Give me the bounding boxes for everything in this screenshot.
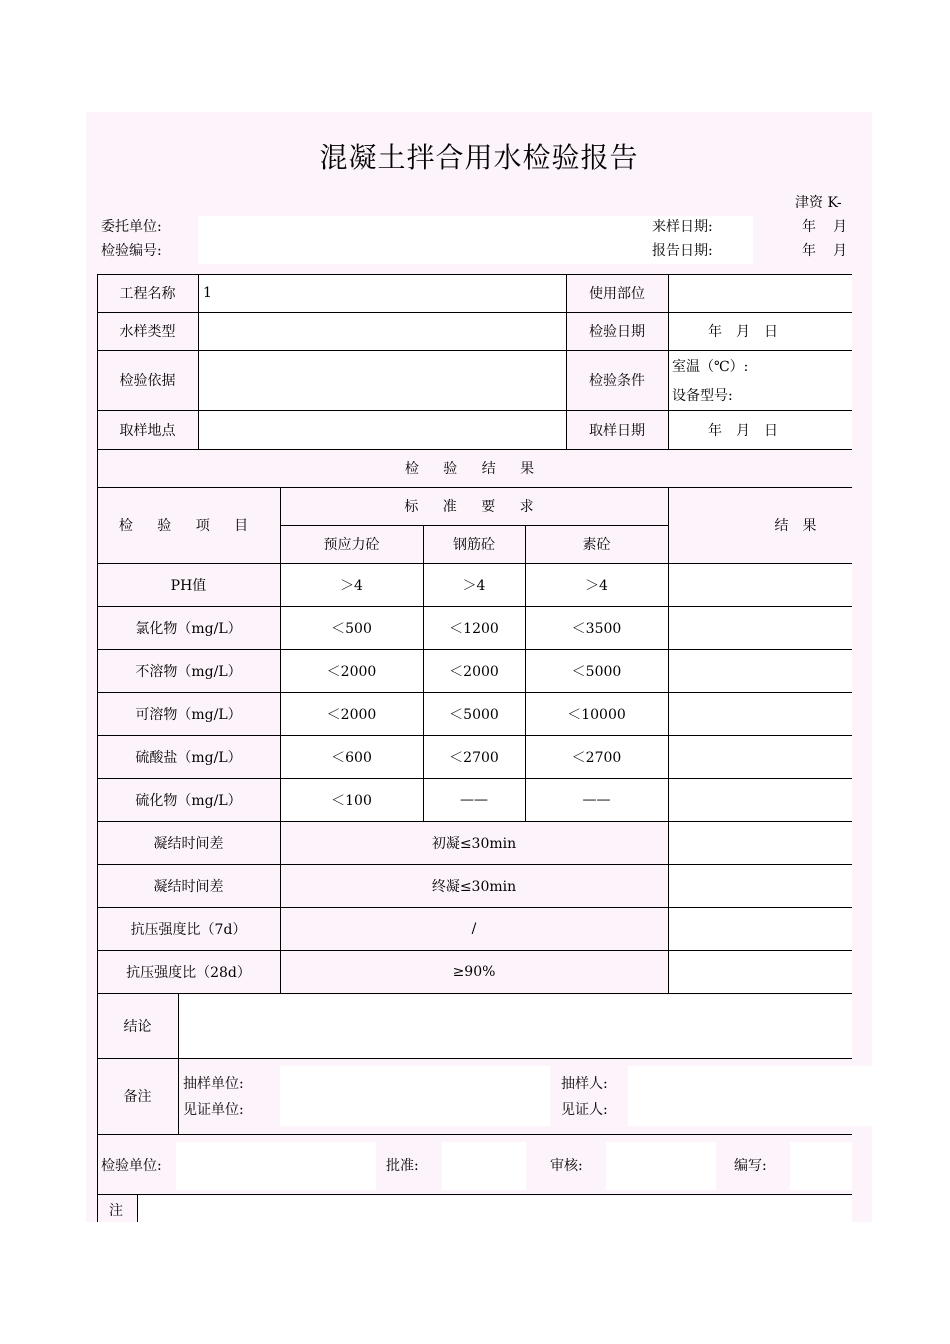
row-std-plain: ＜10000 <box>567 706 626 723</box>
row-item: PH值 <box>170 577 207 594</box>
project-value[interactable]: 1 <box>203 285 212 301</box>
sign-review-area <box>606 1142 716 1190</box>
sampling-unit-label: 抽样单位: <box>183 1076 244 1092</box>
row-std-reinforced: ＜5000 <box>449 706 499 723</box>
merged-row-standard: ≥90% <box>452 963 496 980</box>
basis-label: 检验依据 <box>119 373 176 389</box>
merged-row-standard: 终凝≤30min <box>431 878 517 895</box>
rule <box>97 1194 852 1195</box>
project-label: 工程名称 <box>119 286 176 302</box>
col-prestressed: 预应力砼 <box>323 537 380 553</box>
approve-label: 批准: <box>386 1158 419 1174</box>
remark-person-area <box>628 1066 872 1126</box>
report-year: 年 <box>802 243 816 259</box>
result-header: 结 果 <box>774 518 817 534</box>
page-title: 混凝土拌合用水检验报告 <box>319 141 639 174</box>
witness-label: 见证人: <box>561 1102 608 1118</box>
row-item: 不溶物（mg/L） <box>135 663 242 680</box>
test-unit-label: 检验单位: <box>101 1158 162 1174</box>
col-plain: 素砼 <box>582 537 611 553</box>
standard-header: 标 准 要 求 <box>404 499 544 515</box>
row-item: 氯化物（mg/L） <box>135 620 242 637</box>
row-std-prestressed: ＜100 <box>331 792 372 809</box>
sign-unit-area <box>176 1142 376 1190</box>
review-label: 审核: <box>550 1158 583 1174</box>
col-rule <box>198 274 199 449</box>
sample-year: 年 <box>802 219 816 235</box>
test-date-label: 检验日期 <box>589 324 645 340</box>
row-std-prestressed: ＜500 <box>331 620 372 637</box>
merged-row-item: 凝结时间差 <box>153 835 224 852</box>
condition-label: 检验条件 <box>589 373 645 389</box>
item-header: 检 验 项 目 <box>118 518 259 534</box>
col-rule <box>137 1194 138 1222</box>
sampling-place-label: 取样地点 <box>119 422 176 439</box>
row-std-plain: ＜5000 <box>571 663 622 680</box>
witness-unit-label: 见证单位: <box>183 1102 244 1118</box>
remark-label: 备注 <box>123 1089 152 1105</box>
rule <box>97 350 852 351</box>
merged-row-standard: / <box>471 920 477 937</box>
merged-row-standard: 初凝≤30min <box>431 835 517 852</box>
use-part-label: 使用部位 <box>589 286 645 302</box>
row-std-plain: ＜3500 <box>571 620 622 637</box>
sign-write-area <box>790 1142 852 1190</box>
row-std-prestressed: ＜600 <box>331 749 372 766</box>
row-item: 硫酸盐（mg/L） <box>135 749 242 766</box>
row-std-prestressed: ＜2000 <box>326 663 377 680</box>
rule <box>97 1134 852 1135</box>
remark-unit-area <box>280 1066 550 1126</box>
sampling-date-value[interactable]: 年 月 日 <box>708 422 778 439</box>
room-temp-label: 室温（℃）: <box>672 359 749 375</box>
row-std-plain: ＜2700 <box>571 749 622 766</box>
sample-date-label: 来样日期: <box>652 219 713 235</box>
row-std-reinforced: ＜2000 <box>449 663 499 680</box>
rule <box>97 993 852 994</box>
report-month: 月 <box>833 243 847 259</box>
row-std-plain: ＞4 <box>585 577 608 594</box>
row-item: 硫化物（mg/L） <box>135 792 242 809</box>
conclusion-label: 结论 <box>123 1018 152 1035</box>
merged-row-item: 抗压强度比（28d） <box>126 964 251 981</box>
row-std-prestressed: ＞4 <box>340 577 363 594</box>
report-no-label: 检验编号: <box>101 243 162 259</box>
merged-row-item: 凝结时间差 <box>153 878 224 895</box>
result-values-area <box>668 564 852 994</box>
water-type-label: 水样类型 <box>119 324 176 340</box>
merged-row-item: 抗压强度比（7d） <box>130 921 247 938</box>
sign-approve-area <box>442 1142 526 1190</box>
form-code: 津资 K- <box>795 195 842 211</box>
row-std-prestressed: ＜2000 <box>326 706 377 723</box>
client-label: 委托单位: <box>101 219 162 235</box>
report-date-label: 报告日期: <box>652 243 713 259</box>
sampling-date-label: 取样日期 <box>589 422 645 439</box>
test-date-value[interactable]: 年 月 日 <box>708 324 778 340</box>
write-label: 编写: <box>734 1158 767 1174</box>
results-section-title: 检 验 结 果 <box>404 461 545 477</box>
col-reinforced: 钢筋砼 <box>453 537 495 553</box>
sampler-label: 抽样人: <box>561 1076 608 1092</box>
note-area <box>138 1196 852 1222</box>
row-std-reinforced: ＞4 <box>462 577 486 594</box>
row-std-reinforced: ＜1200 <box>449 620 499 637</box>
col-rule <box>178 993 179 1134</box>
row-std-reinforced: ＜2700 <box>449 749 499 766</box>
rule <box>97 1058 852 1059</box>
device-label: 设备型号: <box>672 388 733 404</box>
conclusion-area <box>178 995 852 1059</box>
note-label: 注 <box>109 1203 123 1219</box>
row-std-plain: —— <box>582 791 611 808</box>
row-std-reinforced: —— <box>460 791 488 808</box>
row-item: 可溶物（mg/L） <box>135 706 242 723</box>
sample-month: 月 <box>833 219 847 235</box>
